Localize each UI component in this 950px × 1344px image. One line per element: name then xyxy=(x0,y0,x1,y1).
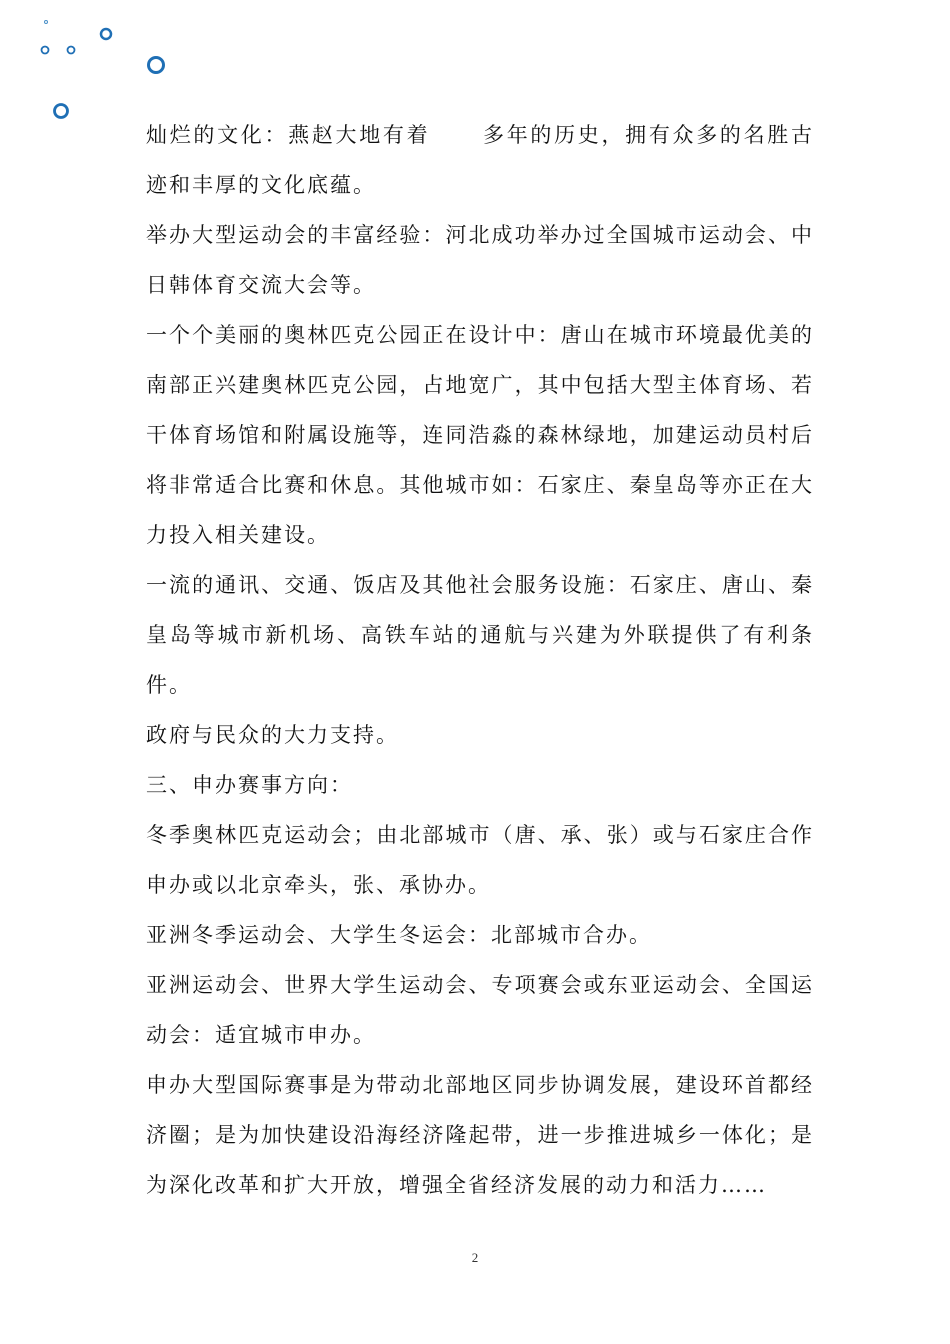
paragraph-olympic-park: 一个个美丽的奥林匹克公园正在设计中：唐山在城市环境最优美的南部正兴建奥林匹克公园，占地宽广，其中包括大型主体育场、若干体育场馆和附属设施等，连同浩淼的森林绿地，加建运动员村后将非常适合比赛和休息。其他城市如：石家庄、秦皇岛等亦正在大力投入相关建设。 xyxy=(146,323,814,547)
bubble-small-right xyxy=(68,47,75,54)
bubble-medium-bottom xyxy=(55,105,68,118)
paragraph-asian-winter-games: 亚洲冬季运动会、大学生冬运会：北部城市合办。 xyxy=(146,923,652,947)
section-heading-bid-direction: 三、申办赛事方向： xyxy=(146,773,353,797)
document-body xyxy=(146,110,814,1210)
bubble-medium-top xyxy=(101,29,111,39)
paragraph-culture-start: 灿烂的文化：燕赵大地有着 xyxy=(146,123,431,147)
paragraph-culture-end: 多年的历史，拥有众多的名胜古迹和丰厚的文化底蕴。 xyxy=(146,123,815,197)
paragraph-experience: 举办大型运动会的丰富经验：河北成功举办过全国城市运动会、中日韩体育交流大会等。 xyxy=(146,223,814,297)
paragraph-bid-purpose: 申办大型国际赛事是为带动北部地区同步协调发展，建设环首都经济圈；是为加快建设沿海经济隆起带，进一步推进城乡一体化；是为深化改革和扩大开放，增强全省经济发展的动力和活力…… xyxy=(146,1073,814,1197)
paragraph-winter-olympics: 冬季奥林匹克运动会；由北部城市（唐、承、张）或与石家庄合作申办或以北京牵头，张、承协办。 xyxy=(146,823,814,897)
bubble-large xyxy=(149,58,164,73)
paragraph-support: 政府与民众的大力支持。 xyxy=(146,723,399,747)
paragraph-asian-games: 亚洲运动会、世界大学生运动会、专项赛会或东亚运动会、全国运动会：适宜城市申办。 xyxy=(146,973,814,1047)
bubble-small-left xyxy=(42,47,49,54)
paragraph-infrastructure: 一流的通讯、交通、饭店及其他社会服务设施：石家庄、唐山、秦皇岛等城市新机场、高铁车站的通航与兴建为外联提供了有利条件。 xyxy=(146,573,814,697)
page-number: 2 xyxy=(471,1250,479,1265)
paragraph-culture xyxy=(146,110,814,210)
bubble-tiny xyxy=(45,21,48,24)
